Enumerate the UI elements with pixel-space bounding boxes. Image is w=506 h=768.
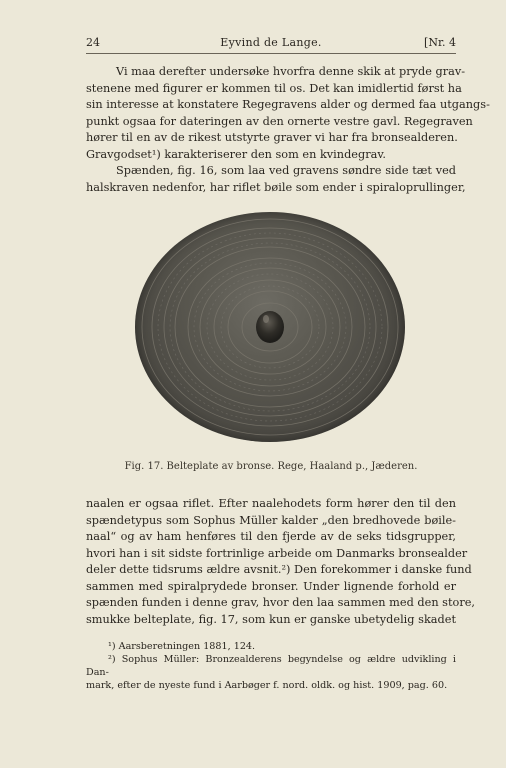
text-line: hører til en av de rikest utstyrte graver vi har fra bronsealderen. [86, 131, 458, 144]
text-line: naalen er ogsaa riflet. Efter naalehodets form hører den til den [86, 497, 456, 510]
text-line: naal“ og av ham henføres til den fjerde av de seks tidsgrupper, [86, 530, 456, 543]
page-number: 24 [86, 36, 100, 49]
footnote-2-line-2: mark, efter de nyeste fund i Aarbøger f. nord. oldk. og hist. 1909, pag. 60. [86, 680, 448, 691]
text-line: Gravgodset¹) karakteriserer den som en kvindegrav. [86, 147, 386, 161]
footnote-1: ¹) Aarsberetningen 1881, 124. [108, 641, 256, 652]
text-line: halskraven nedenfor, har riflet bøile som ender i spiraloprullinger, [86, 180, 466, 194]
footnotes [86, 640, 456, 692]
text-line: spænden funden i denne grav, hvor den laa sammen med den store, [86, 596, 475, 609]
belt-plate-image [135, 212, 405, 442]
belt-plate-ornament [135, 212, 405, 442]
text-line: smukke belteplate, fig. 17, som kun er ganske ubetydelig skadet [86, 612, 456, 626]
text-line: sammen med spiralprydede bronser. Under lignende forhold er [86, 579, 456, 593]
text-line: Vi maa derefter undersøke hvorfra denne skik at pryde grav- [116, 65, 466, 78]
figure-17 [135, 212, 405, 442]
text-line: Spænden, fig. 16, som laa ved gravens søndre side tæt ved [116, 164, 456, 177]
body-text-top [86, 64, 490, 196]
text-line: spændetypus som Sophus Müller kalder „den bredhovede bøile- [86, 513, 456, 527]
running-header [86, 36, 456, 54]
running-title: Eyvind de Lange. [220, 36, 322, 49]
text-line: hvori han i sit sidste fortrinlige arbeide om Danmarks bronsealder [86, 546, 468, 560]
text-line: deler dette tidsrums ældre avsnit.²) Den forekommer i danske fund [86, 563, 472, 576]
body-text-bottom [86, 496, 475, 628]
text-line: punkt ogsaa for dateringen av den ornerte vestre gavl. Regegraven [86, 114, 473, 128]
footnote-2-line-1: ²) Sophus Müller: Bronzealderens begyndelse og ældre udvikling i Dan- [86, 654, 456, 678]
footnote-2 [86, 653, 456, 692]
figure-caption: Fig. 17. Belteplate av bronse. Rege, Haaland p., Jæderen. [124, 461, 418, 472]
issue-label: [Nr. 4 [424, 36, 456, 49]
text-line: stenene med figurer er kommen til os. Det kan imidlertid først ha [86, 81, 462, 95]
text-line: sin interesse at konstatere Regegravens alder og dermed faa utgangs- [86, 98, 490, 111]
